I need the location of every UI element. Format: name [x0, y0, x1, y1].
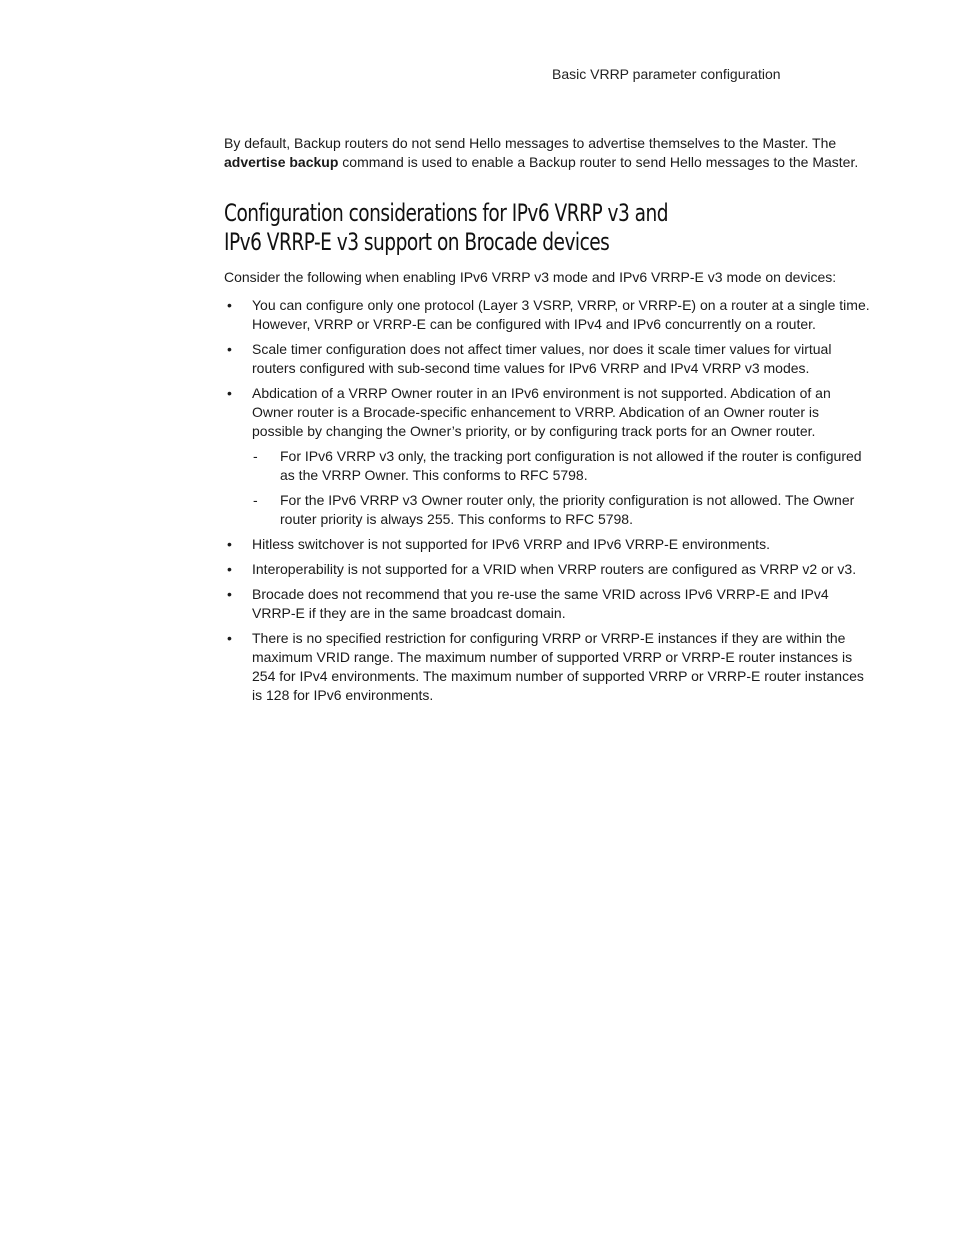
sub-list-item-text: For IPv6 VRRP v3 only, the tracking port configuration is not allowed if the router is configured as the VRRP Owner. This conforms to RFC 5798. [280, 448, 862, 483]
bullet-marker: • [227, 536, 232, 552]
bullet-marker: • [227, 561, 232, 577]
sub-list-item [252, 491, 874, 529]
advertise-backup-command: advertise backup [224, 154, 339, 170]
page-body [224, 134, 874, 711]
list-item-text: Scale timer configuration does not affect timer values, nor does it scale timer values for virtual routers configured with sub-second time values for IPv6 VRRP and IPv4 VRRP v3 modes. [252, 341, 832, 376]
dash-marker: - [253, 448, 258, 464]
list-item-text: You can configure only one protocol (Layer 3 VSRP, VRRP, or VRRP-E) on a router at a single time. However, VRRP or VRRP-E can be configured with IPv4 and IPv6 concurrently on a router. [252, 297, 870, 332]
section-heading-line-1: Configuration considerations for IPv6 VRRP v3 and [224, 199, 669, 227]
list-item [224, 629, 874, 705]
owner-router-sublist [252, 447, 874, 529]
bullet-marker: • [227, 630, 232, 646]
list-item-text: Brocade does not recommend that you re-use the same VRID across IPv6 VRRP-E and IPv4 VRRP-E if they are in the same broadcast domain. [252, 586, 829, 621]
lead-paragraph: Consider the following when enabling IPv6 VRRP v3 mode and IPv6 VRRP-E v3 mode on devices: [224, 269, 837, 285]
list-item-text: There is no specified restriction for configuring VRRP or VRRP-E instances if they are within the maximum VRID range. The maximum number of supported VRRP or VRRP-E router instances is 254 for IPv4 environments. The maximum number of supported VRRP or VRRP-E router instances is 128 for IPv6 environments. [252, 630, 864, 703]
list-item-text: Abdication of a VRRP Owner router in an IPv6 environment is not supported. Abdication of an Owner router is a Brocade-specific enhancement to VRRP. Abdication of an Owner router is possible by changing the Owner’s priority, or by configuring track ports for an Owner router. [252, 385, 831, 439]
list-item [224, 535, 874, 554]
sub-list-item-text: For the IPv6 VRRP v3 Owner router only, the priority configuration is not allowed. The Owner router priority is always 255. This conforms to RFC 5798. [280, 492, 855, 527]
considerations-list [224, 296, 874, 705]
list-item [224, 384, 874, 529]
bullet-marker: • [227, 297, 232, 313]
list-item [224, 340, 874, 378]
section-heading [224, 199, 706, 257]
section-heading-line-2: IPv6 VRRP-E v3 support on Brocade devices [224, 228, 610, 256]
dash-marker: - [253, 492, 258, 508]
list-item [224, 585, 874, 623]
list-item-text: Interoperability is not supported for a VRID when VRRP routers are configured as VRRP v2 or v3. [252, 561, 857, 577]
intro-text-after: command is used to enable a Backup router to send Hello messages to the Master. [338, 154, 859, 170]
bullet-marker: • [227, 341, 232, 357]
intro-paragraph [224, 134, 874, 172]
list-item-text: Hitless switchover is not supported for IPv6 VRRP and IPv6 VRRP-E environments. [252, 536, 770, 552]
bullet-marker: • [227, 385, 232, 401]
sub-list-item [252, 447, 874, 485]
intro-text-before: By default, Backup routers do not send Hello messages to advertise themselves to the Master. The [224, 135, 837, 151]
running-header: Basic VRRP parameter configuration [552, 66, 781, 82]
list-item [224, 296, 874, 334]
bullet-marker: • [227, 586, 232, 602]
list-item [224, 560, 874, 579]
